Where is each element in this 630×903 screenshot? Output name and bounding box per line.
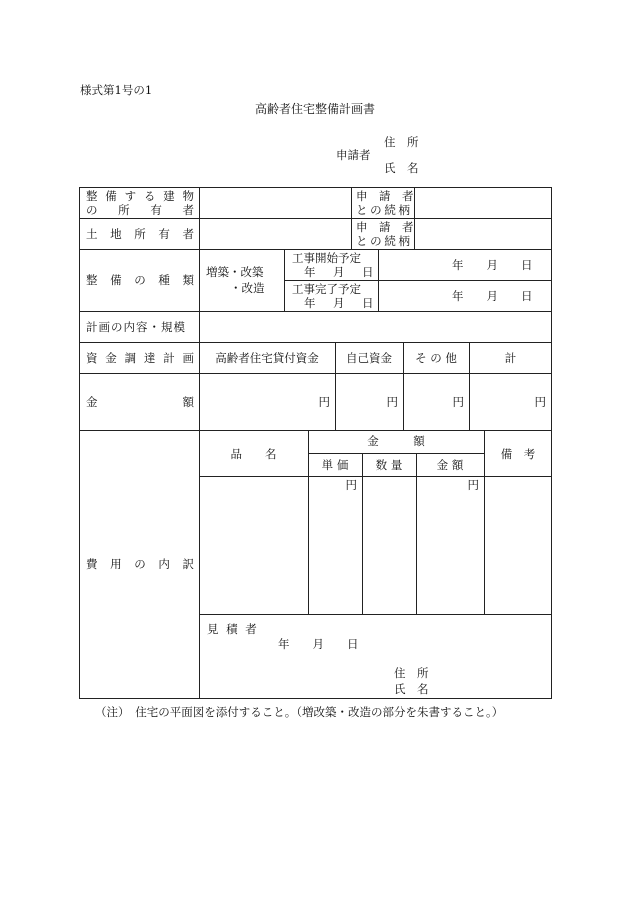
end-date-field[interactable]: 年 月 日 bbox=[452, 289, 533, 303]
end-label: 工事完了予定 bbox=[292, 282, 361, 296]
land-owner-label: 土地所有者 bbox=[86, 227, 194, 241]
estimator-date[interactable]: 年 月 日 bbox=[278, 637, 359, 651]
work-type-value-2: ・改造 bbox=[230, 281, 265, 295]
work-type-value-1: 増築・改築 bbox=[206, 265, 264, 279]
document-title: 高齢者住宅整備計画書 bbox=[254, 102, 375, 116]
start-date-field[interactable]: 年 月 日 bbox=[452, 258, 533, 272]
funding-col-own: 自己資金 bbox=[346, 351, 392, 365]
relation-label-1a: 申 請 者 bbox=[356, 189, 414, 203]
end-ymd-label: 年 月 日 bbox=[304, 296, 377, 310]
plan-label: 計画の内容・規模 bbox=[86, 320, 186, 334]
item-name-header: 品 名 bbox=[230, 447, 277, 461]
applicant-label: 申請者 bbox=[336, 148, 371, 162]
yen-total: 円 bbox=[534, 395, 546, 409]
work-type-label: 整備の種類 bbox=[86, 273, 194, 287]
yen-own: 円 bbox=[386, 395, 398, 409]
footnote: （注） 住宅の平面図を添付すること。（増改築・改造の部分を朱書すること。） bbox=[95, 705, 504, 719]
relation-label-2a: 申 請 者 bbox=[356, 220, 414, 234]
estimator-name-label: 氏 名 bbox=[394, 682, 429, 696]
yen-loan: 円 bbox=[318, 395, 330, 409]
remarks-header: 備 考 bbox=[500, 447, 536, 461]
quantity-header: 数 量 bbox=[375, 458, 403, 472]
yen-other: 円 bbox=[452, 395, 464, 409]
amount-header: 金 額 bbox=[367, 434, 425, 448]
relation-label-2b: との続柄 bbox=[356, 234, 410, 248]
funding-col-total: 計 bbox=[504, 351, 517, 365]
funding-col-loan: 高齢者住宅貸付資金 bbox=[215, 351, 319, 365]
yen-unit-price: 円 bbox=[345, 478, 357, 492]
applicant-name-label: 氏 名 bbox=[384, 161, 419, 175]
amount-label: 金 額 bbox=[86, 395, 194, 409]
relation-label-1b: との続柄 bbox=[356, 203, 410, 217]
start-ymd-label: 年 月 日 bbox=[304, 265, 377, 279]
funding-col-other: そ の 他 bbox=[415, 351, 457, 365]
sub-amount-header: 金 額 bbox=[436, 458, 464, 472]
estimator-address-label: 住 所 bbox=[394, 666, 429, 680]
yen-sub-amount: 円 bbox=[467, 478, 479, 492]
unit-price-header: 単 価 bbox=[321, 458, 349, 472]
applicant-address-label: 住 所 bbox=[384, 135, 419, 149]
building-owner-label-2: の 所 有 者 bbox=[86, 203, 194, 217]
funding-label: 資金調達計画 bbox=[86, 351, 194, 365]
cost-breakdown-label: 費用の内訳 bbox=[86, 557, 194, 571]
form-number: 様式第1号の1 bbox=[80, 83, 153, 97]
building-owner-label-1: 整備する建物 bbox=[86, 189, 194, 203]
start-label: 工事開始予定 bbox=[292, 251, 361, 265]
estimator-label: 見 積 者 bbox=[207, 622, 259, 636]
